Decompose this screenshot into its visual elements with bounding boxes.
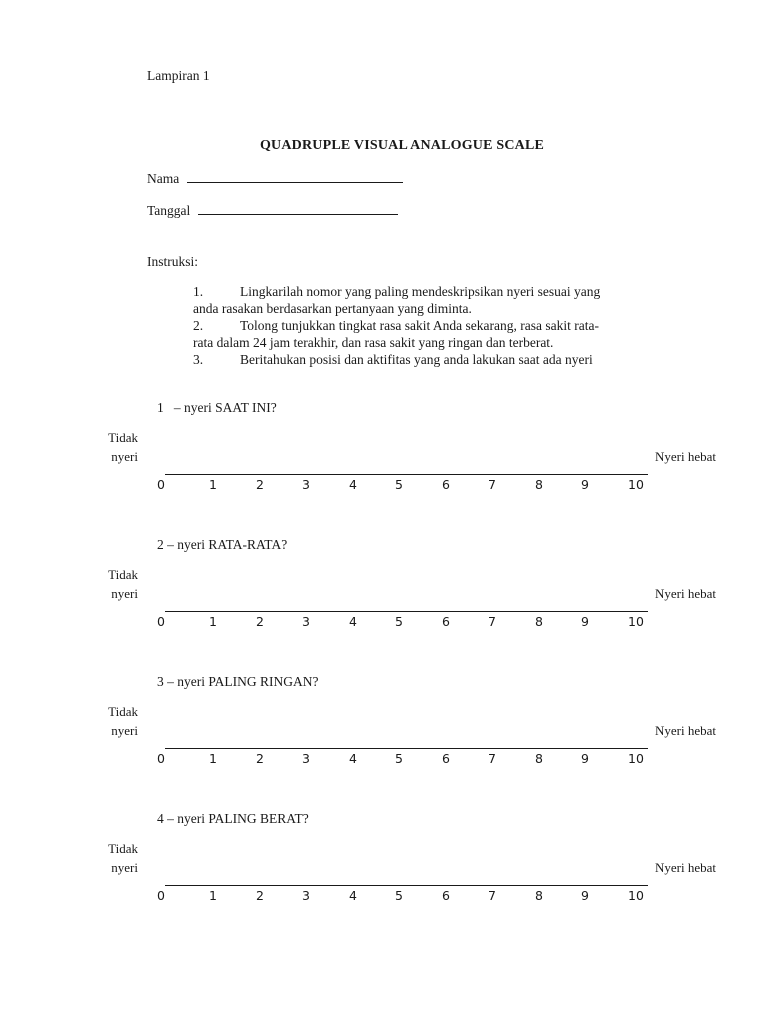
scale-question: 3 – nyeri PALING RINGAN? xyxy=(157,674,319,689)
scale-max-label: Nyeri hebat xyxy=(655,449,717,464)
scale-number-4[interactable]: 4 xyxy=(349,614,357,629)
scale-line[interactable] xyxy=(165,611,648,612)
scale-max-label: Nyeri hebat xyxy=(655,586,717,601)
scale-min-label xyxy=(100,565,138,603)
scale-question: 1 – nyeri SAAT INI? xyxy=(157,400,277,415)
scale-number-6[interactable]: 6 xyxy=(442,614,450,629)
scale-min-label-line: Tidak xyxy=(108,704,138,719)
instruction-number: 1. xyxy=(193,284,204,299)
instruction-text: rata dalam 24 jam terakhir, dan rasa sakit yang ringan dan terberat. xyxy=(193,335,554,350)
scale-min-label xyxy=(100,428,138,466)
scale-number-2[interactable]: 2 xyxy=(256,477,264,492)
scale-number-2[interactable]: 2 xyxy=(256,751,264,766)
scale-number-6[interactable]: 6 xyxy=(442,751,450,766)
scale-number-1[interactable]: 1 xyxy=(209,614,217,629)
scale-number-10[interactable]: 10 xyxy=(628,888,644,903)
scale-number-5[interactable]: 5 xyxy=(395,751,403,766)
scale-min-label-line: nyeri xyxy=(111,723,138,738)
scale-number-1[interactable]: 1 xyxy=(209,477,217,492)
scale-max-label: Nyeri hebat xyxy=(655,860,717,875)
instructions-heading: Instruksi: xyxy=(147,254,199,269)
scale-number-0[interactable]: 0 xyxy=(157,477,165,492)
instruction-item xyxy=(193,283,663,317)
scale-number-3[interactable]: 3 xyxy=(302,614,310,629)
date-field[interactable] xyxy=(147,202,398,219)
scale-number-7[interactable]: 7 xyxy=(488,888,496,903)
scale-number-8[interactable]: 8 xyxy=(535,888,543,903)
scale-number-8[interactable]: 8 xyxy=(535,614,543,629)
scale-number-4[interactable]: 4 xyxy=(349,477,357,492)
scale-number-5[interactable]: 5 xyxy=(395,888,403,903)
scale-min-label-line: nyeri xyxy=(111,860,138,875)
scale-line[interactable] xyxy=(165,474,648,475)
scale-number-8[interactable]: 8 xyxy=(535,477,543,492)
scale-number-0[interactable]: 0 xyxy=(157,751,165,766)
scale-min-label-line: Tidak xyxy=(108,567,138,582)
date-label: Tanggal xyxy=(147,203,191,218)
scale-question: 4 – nyeri PALING BERAT? xyxy=(157,811,309,826)
scale-line[interactable] xyxy=(165,748,648,749)
scale-number-1[interactable]: 1 xyxy=(209,888,217,903)
instruction-item xyxy=(193,351,663,368)
scale-number-3[interactable]: 3 xyxy=(302,888,310,903)
scale-number-2[interactable]: 2 xyxy=(256,888,264,903)
name-label: Nama xyxy=(147,171,180,186)
scale-number-6[interactable]: 6 xyxy=(442,888,450,903)
scale-line[interactable] xyxy=(165,885,648,886)
instruction-number: 2. xyxy=(193,318,204,333)
scale-number-5[interactable]: 5 xyxy=(395,614,403,629)
scale-max-label: Nyeri hebat xyxy=(655,723,717,738)
scale-number-6[interactable]: 6 xyxy=(442,477,450,492)
scale-number-3[interactable]: 3 xyxy=(302,477,310,492)
scale-number-7[interactable]: 7 xyxy=(488,751,496,766)
scale-number-0[interactable]: 0 xyxy=(157,614,165,629)
instruction-text: Tolong tunjukkan tingkat rasa sakit Anda sekarang, rasa sakit rata- xyxy=(240,318,599,333)
scale-min-label-line: Tidak xyxy=(108,430,138,445)
appendix-label: Lampiran 1 xyxy=(147,68,210,83)
scale-number-7[interactable]: 7 xyxy=(488,477,496,492)
scale-number-1[interactable]: 1 xyxy=(209,751,217,766)
name-field[interactable] xyxy=(147,170,403,187)
scale-min-label-line: Tidak xyxy=(108,841,138,856)
date-blank-line[interactable] xyxy=(198,202,398,215)
scale-min-label-line: nyeri xyxy=(111,586,138,601)
instruction-number: 3. xyxy=(193,352,204,367)
instruction-item xyxy=(193,317,663,351)
name-blank-line[interactable] xyxy=(187,170,403,183)
scale-min-label-line: nyeri xyxy=(111,449,138,464)
scale-number-0[interactable]: 0 xyxy=(157,888,165,903)
scale-number-2[interactable]: 2 xyxy=(256,614,264,629)
form-title: QUADRUPLE VISUAL ANALOGUE SCALE xyxy=(259,138,545,153)
scale-number-9[interactable]: 9 xyxy=(581,614,589,629)
scale-min-label xyxy=(100,839,138,877)
instruction-text: Lingkarilah nomor yang paling mendeskripsikan nyeri sesuai yang xyxy=(240,284,601,299)
scale-number-9[interactable]: 9 xyxy=(581,751,589,766)
instruction-text: anda rasakan berdasarkan pertanyaan yang diminta. xyxy=(193,301,472,316)
scale-number-9[interactable]: 9 xyxy=(581,888,589,903)
scale-number-10[interactable]: 10 xyxy=(628,751,644,766)
instruction-text: Beritahukan posisi dan aktifitas yang anda lakukan saat ada nyeri xyxy=(240,352,593,367)
scale-number-10[interactable]: 10 xyxy=(628,614,644,629)
scale-number-10[interactable]: 10 xyxy=(628,477,644,492)
scale-number-4[interactable]: 4 xyxy=(349,888,357,903)
scale-number-3[interactable]: 3 xyxy=(302,751,310,766)
scale-question: 2 – nyeri RATA-RATA? xyxy=(157,537,288,552)
scale-number-7[interactable]: 7 xyxy=(488,614,496,629)
scale-number-8[interactable]: 8 xyxy=(535,751,543,766)
scale-number-5[interactable]: 5 xyxy=(395,477,403,492)
scale-min-label xyxy=(100,702,138,740)
scale-number-9[interactable]: 9 xyxy=(581,477,589,492)
scale-number-4[interactable]: 4 xyxy=(349,751,357,766)
